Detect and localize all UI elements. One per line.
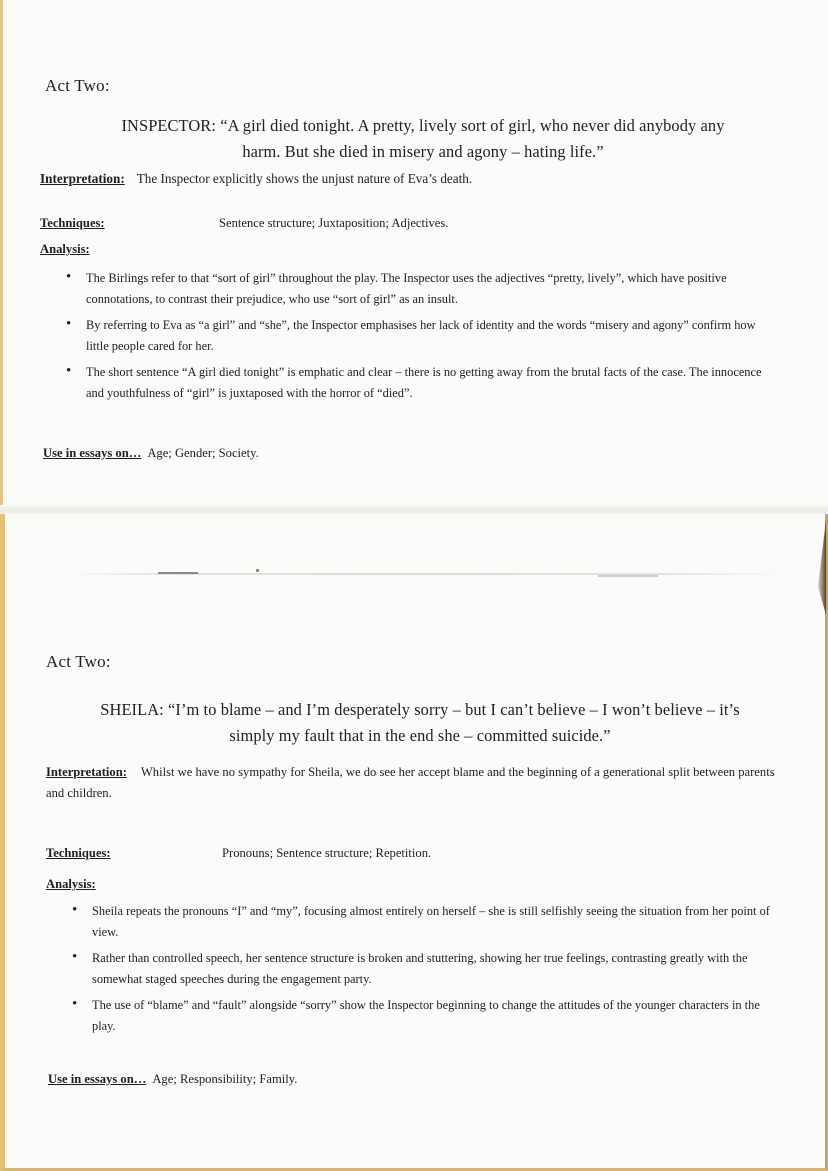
techniques-row — [46, 846, 431, 861]
interpretation-row — [40, 171, 472, 187]
use-in-essays-text: Age; Responsibility; Family. — [152, 1072, 298, 1086]
scan-mark — [158, 572, 198, 574]
analysis-list — [72, 901, 776, 1042]
analysis-label — [40, 242, 90, 257]
scan-mark — [598, 575, 658, 577]
quote-line-2: simply my fault that in the end she – committed suicide.” — [229, 726, 611, 745]
list-item: • Sheila repeats the pronouns “I” and “my”, focusing almost entirely on herself – she is still selfishly seeing the situation from her point of view. — [72, 901, 776, 943]
act-heading: Act Two: — [45, 76, 110, 95]
techniques-text: Sentence structure; Juxtaposition; Adjectives. — [219, 216, 449, 230]
analysis-label-text: Analysis: — [40, 242, 90, 256]
act-heading: Act Two: — [46, 652, 111, 671]
interpretation-text: The Inspector explicitly shows the unjust nature of Eva’s death. — [136, 171, 473, 186]
key-quote — [43, 113, 803, 165]
interpretation-text: Whilst we have no sympathy for Sheila, we do see her accept blame and the beginning of a generational split between parents and children. — [46, 765, 775, 800]
use-in-essays-row — [48, 1072, 297, 1087]
use-in-essays-label: Use in essays on… — [43, 446, 142, 460]
quote-line-1: SHEILA: “I’m to blame – and I’m desperately sorry – but I can’t believe – I won’t believe – it’s — [100, 700, 740, 719]
fold-line — [0, 573, 828, 575]
scan-mark — [256, 569, 259, 572]
analysis-list — [66, 268, 778, 409]
analysis-label — [46, 877, 96, 892]
list-item: • The short sentence “A girl died tonight” is emphatic and clear – there is no getting away from the brutal facts of the case. The innocence and youthfulness of “girl” is juxtaposed with the horror of “died”. — [66, 362, 778, 404]
techniques-label: Techniques: — [40, 216, 105, 230]
interpretation-row — [46, 762, 776, 804]
list-item: • The Birlings refer to that “sort of girl” throughout the play. The Inspector uses the adjectives “pretty, lively”, which have positive connotations, to contrast their prejudice, who use “sort of girl” as an insult. — [66, 268, 778, 310]
interpretation-label: Interpretation: — [40, 171, 125, 186]
interpretation-label: Interpretation: — [46, 765, 127, 779]
list-item: • Rather than controlled speech, her sentence structure is broken and stuttering, showing her true feelings, contrasting greatly with the somewhat staged speeches during the engagement party. — [72, 948, 776, 990]
use-in-essays-text: Age; Gender; Society. — [147, 446, 259, 460]
techniques-text: Pronouns; Sentence structure; Repetition. — [222, 846, 432, 860]
techniques-row — [40, 216, 448, 231]
quote-line-1: INSPECTOR: “A girl died tonight. A pretty, lively sort of girl, who never did anybody any — [121, 116, 725, 135]
key-quote — [40, 697, 800, 749]
page-section-inspector — [0, 0, 828, 512]
use-in-essays-label: Use in essays on… — [48, 1072, 147, 1086]
use-in-essays-row — [43, 446, 259, 461]
list-item: • The use of “blame” and “fault” alongside “sorry” show the Inspector beginning to change the attitudes of the younger characters in the play. — [72, 995, 776, 1037]
analysis-label-text: Analysis: — [46, 877, 96, 891]
techniques-label: Techniques: — [46, 846, 111, 860]
quote-line-2: harm. But she died in misery and agony – hating life.” — [242, 142, 604, 161]
list-item: • By referring to Eva as “a girl” and “she”, the Inspector emphasises her lack of identity and the words “misery and agony” confirm how little people cared for her. — [66, 315, 778, 357]
